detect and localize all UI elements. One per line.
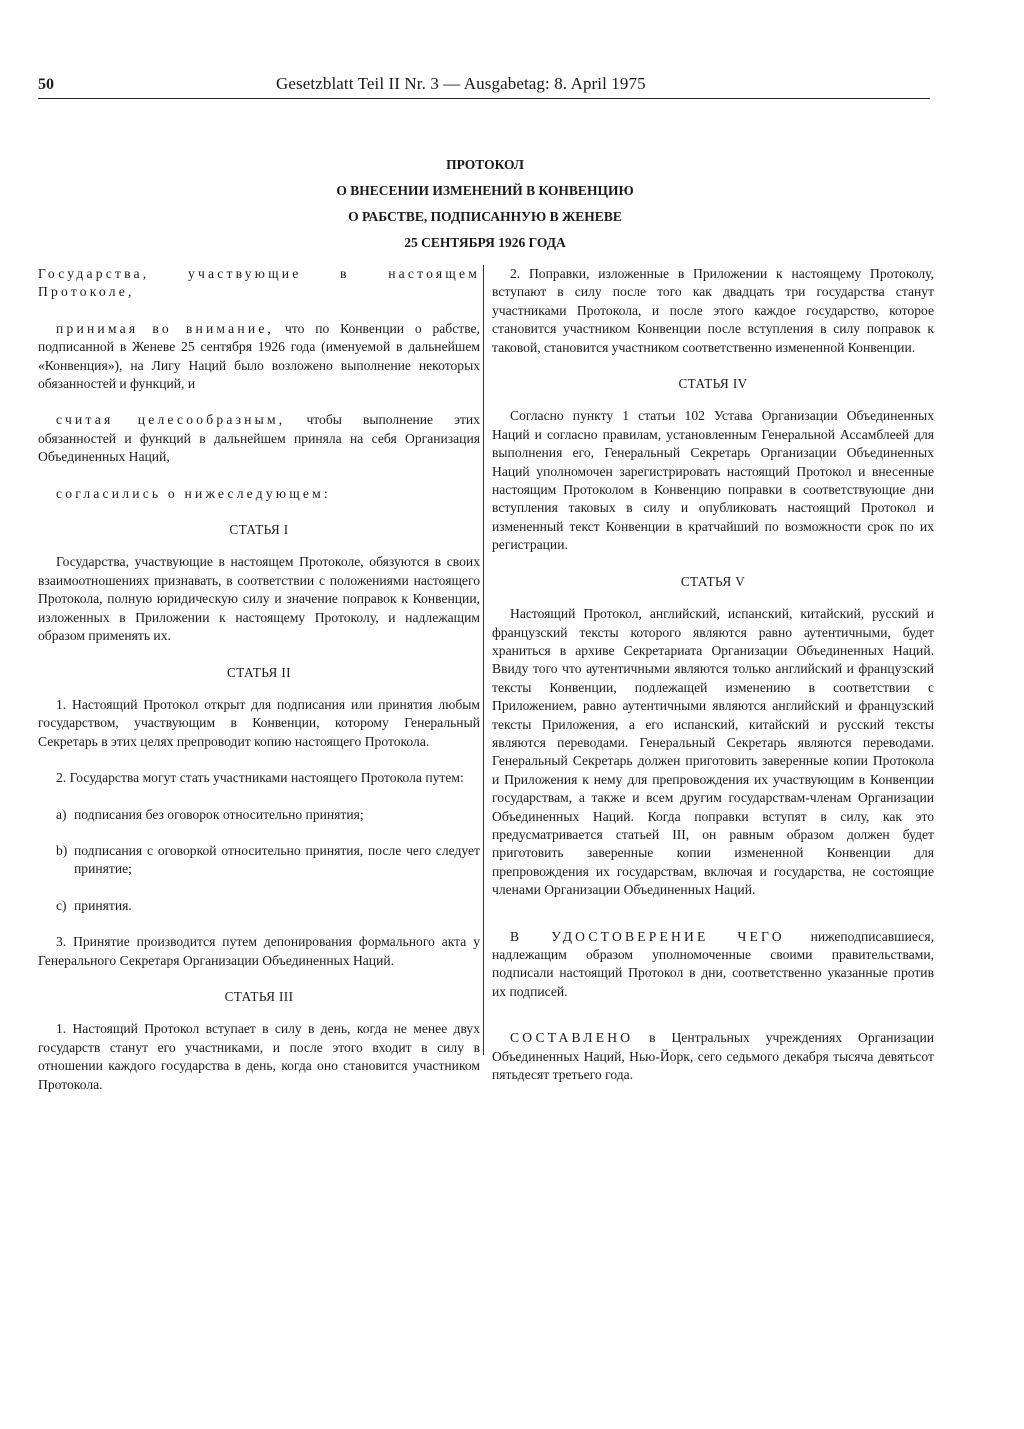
closing-done-text: в Центральных учреждениях Организации Объединенных Наций, Нью-Йорк, сего седьмого декабря тысяча девятьсот пятьдесят третьего года. xyxy=(492,1030,935,1083)
closing-witness-lead: В УДОСТОВЕРЕНИЕ ЧЕГО xyxy=(510,928,785,944)
left-column xyxy=(38,265,480,1112)
item-b-marker: b) xyxy=(56,842,68,858)
item-a-text: подписания без оговорок относительно принятия; xyxy=(74,806,364,822)
closing-witness xyxy=(492,928,934,1002)
item-c-marker: c) xyxy=(56,897,67,913)
item-c-text: принятия. xyxy=(74,897,132,913)
article-5-text: Настоящий Протокол, английский, испанский, китайский, русский и французский тексты которого являются равно аутентичными, будет храниться в архиве Секретариата Организации Объединенных Наций. Ввиду того что аутентичными являются только английский и французский тексты Конвенции, подлежащей изменению в соответствии с Приложением, равно аутентичными являются английский и французский тексты Приложения, а его испанский, китайский и русский тексты являются переводами. Генеральный Секретарь являются переводами. Генеральный Секретарь должен приготовить заверенные копии Протокола и Приложения к нему для препровождения их участвующим в Конвенции государствам, а также и всем другим государствам-членам Организации Объединенных Наций. Когда поправки вступят в силу, как это предусматривается статьей III, он равным образом должен будет приготовить заверенные копии измененной Конвенции для препровождения их государствам, включая и государства, не состоящие членами Организации Объединенных Наций. xyxy=(492,606,934,898)
article-2-paragraph-3: 3. Принятие производится путем депонирования формального акта у Генерального Секретаря Организации Объединенных Наций. xyxy=(38,934,480,968)
article-2-paragraph-2: 2. Государства могут стать участниками настоящего Протокола путем: xyxy=(56,770,464,786)
preamble-deeming-lead: считая целесообразным, xyxy=(56,412,286,428)
item-a-marker: a) xyxy=(56,806,67,822)
preamble-deeming xyxy=(38,411,480,466)
title-line-3: О РАБСТВЕ, ПОДПИСАННУЮ В ЖЕНЕВЕ xyxy=(348,209,622,224)
article-2-item-c xyxy=(38,897,480,915)
preamble-agreed: согласились о нижеследующем: xyxy=(56,485,331,501)
closing-done xyxy=(492,1029,934,1084)
article-3-heading: СТАТЬЯ III xyxy=(224,988,294,1004)
preamble-deeming-text: чтобы выполнение этих обязанностей и функций в дальнейшем приняла на себя Организация Объединенных Наций, xyxy=(38,412,480,465)
article-2-item-a xyxy=(38,806,480,824)
article-1-heading: СТАТЬЯ I xyxy=(229,522,289,538)
article-4-heading: СТАТЬЯ IV xyxy=(678,376,748,392)
title-line-4: 25 СЕНТЯБРЯ 1926 ГОДА xyxy=(404,235,566,250)
preamble-states-intro: Государства, участвующие в настоящем Протоколе, xyxy=(38,266,480,300)
column-divider xyxy=(483,265,484,1055)
closing-witness-text: нижеподписавшиеся, надлежащим образом уполномоченные своими правительствами, подписали настоящий Протокол в дни, соответственно указанные против их подписей. xyxy=(492,928,934,999)
gazette-issue-line: Gesetzblatt Teil II Nr. 3 — Ausgabetag: 8. April 1975 xyxy=(276,74,646,93)
article-3-paragraph-1: 1. Настоящий Протокол вступает в силу в день, когда не менее двух государств станут его участниками, и после этого входит в силу в отношении каждого государства в день, когда оно становится участником Протокола. xyxy=(38,1021,480,1092)
article-3-paragraph-2: 2. Поправки, изложенные в Приложении к настоящему Протоколу, вступают в силу после того как двадцать три государства станут участниками Протокола, и после этого каждое государство, которое становится участником Конвенции после вступления в силу поправок к таковой, становится участником соответственно измененной Конвенции. xyxy=(492,266,934,355)
article-2-paragraph-1: 1. Настоящий Протокол открыт для подписания или принятия любым государством, участвующим в Конвенции, которому Генеральный Секретарь в этих целях препроводит копию настоящего Протокола. xyxy=(38,696,480,749)
title-line-1: ПРОТОКОЛ xyxy=(446,157,524,172)
preamble-considering-text: что по Конвенции о рабстве, подписанной в Женеве 25 сентября 1926 года (именуемой в дальнейшем «Конвенция»), на Лигу Наций было возложено выполнение некоторых обязанностей и функций, и xyxy=(38,320,480,392)
article-4-text: Согласно пункту 1 статьи 102 Устава Организации Объединенных Наций и согласно правилам, установленным Генеральной Ассамблеей для выполнения его, Генеральный Секретарь Организации Объединенных Наций уполномочен зарегистрировать настоящий Протокол и внесенные настоящим Протоколом в Конвенцию поправки в соответствующие дни вступления таковых в силу и опубликовать настоящий Протокол и измененный текст Конвенции в кратчайший по возможности срок по их регистрации. xyxy=(492,408,934,553)
article-2-item-b xyxy=(38,842,480,879)
running-header xyxy=(38,74,930,99)
right-column xyxy=(492,265,934,1102)
article-1-text: Государства, участвующие в настоящем Протоколе, обязуются в своих взаимоотношениях признавать, в соответствии с положениями настоящего Протокола, полную юридическую силу и значение поправок к Конвенции, изложенных в Приложении к настоящему Протоколу, и надлежащим образом применять их. xyxy=(38,554,480,644)
preamble-considering xyxy=(38,320,480,394)
article-5-heading: СТАТЬЯ V xyxy=(680,573,746,589)
page-number: 50 xyxy=(38,76,54,93)
preamble-considering-lead: принимая во внимание, xyxy=(56,320,275,336)
closing-done-lead: СОСТАВЛЕНО xyxy=(510,1030,634,1046)
title-line-2: О ВНЕСЕНИИ ИЗМЕНЕНИЙ В КОНВЕНЦИЮ xyxy=(336,183,634,198)
document-title xyxy=(280,152,690,256)
item-b-text: подписания с оговоркой относительно принятия, после чего следует принятие; xyxy=(74,842,480,877)
article-2-heading: СТАТЬЯ II xyxy=(227,664,291,680)
